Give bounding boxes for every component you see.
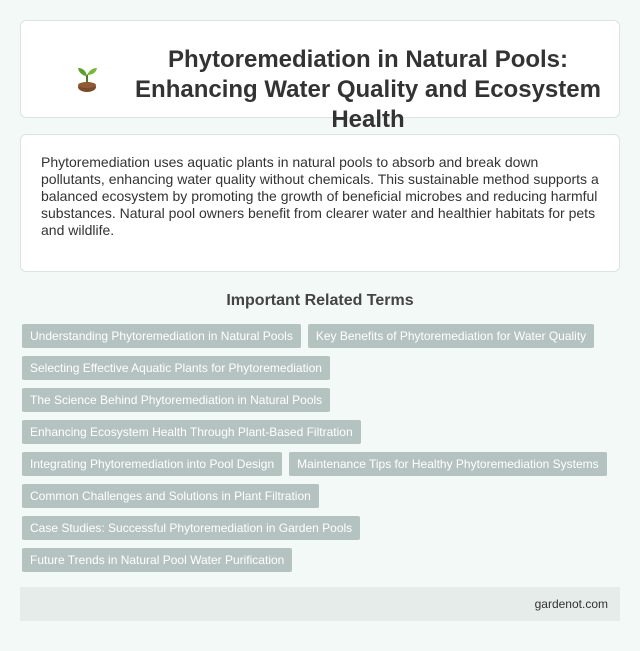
related-term-tag[interactable]: Common Challenges and Solutions in Plant Filtration [22, 484, 319, 508]
footer [20, 587, 620, 621]
footer-site-link[interactable]: gardenot.com [534, 597, 608, 611]
related-terms-heading: Important Related Terms [226, 292, 414, 309]
related-term-tag[interactable]: Future Trends in Natural Pool Water Purification [22, 548, 292, 572]
related-term-tag[interactable]: Selecting Effective Aquatic Plants for Phytoremediation [22, 356, 330, 380]
related-term-tag[interactable]: Understanding Phytoremediation in Natural Pools [22, 324, 301, 348]
related-term-tag[interactable]: Integrating Phytoremediation into Pool Design [22, 452, 282, 476]
related-term-tag[interactable]: Enhancing Ecosystem Health Through Plant-Based Filtration [22, 420, 361, 444]
related-term-tag[interactable]: Maintenance Tips for Healthy Phytoremediation Systems [289, 452, 606, 476]
related-term-tag[interactable]: Case Studies: Successful Phytoremediation in Garden Pools [22, 516, 360, 540]
page-title: Phytoremediation in Natural Pools: Enhancing Water Quality and Ecosystem Health [135, 46, 601, 133]
intro-card [20, 134, 620, 272]
related-term-tag[interactable]: The Science Behind Phytoremediation in Natural Pools [22, 388, 330, 412]
related-term-tag[interactable]: Key Benefits of Phytoremediation for Water Quality [308, 324, 594, 348]
seedling-icon [73, 63, 101, 95]
related-terms-list [22, 324, 622, 572]
title-card [20, 20, 620, 133]
intro-paragraph: Phytoremediation uses aquatic plants in natural pools to absorb and break down pollutants, enhancing water quality without chemicals. This sustainable method supports a balanced ecosystem by promoting the growth of beneficial microbes and reducing harmful substances. Natural pool owners benefit from clearer water and healthier habitats for pets and wildlife. [41, 154, 599, 238]
